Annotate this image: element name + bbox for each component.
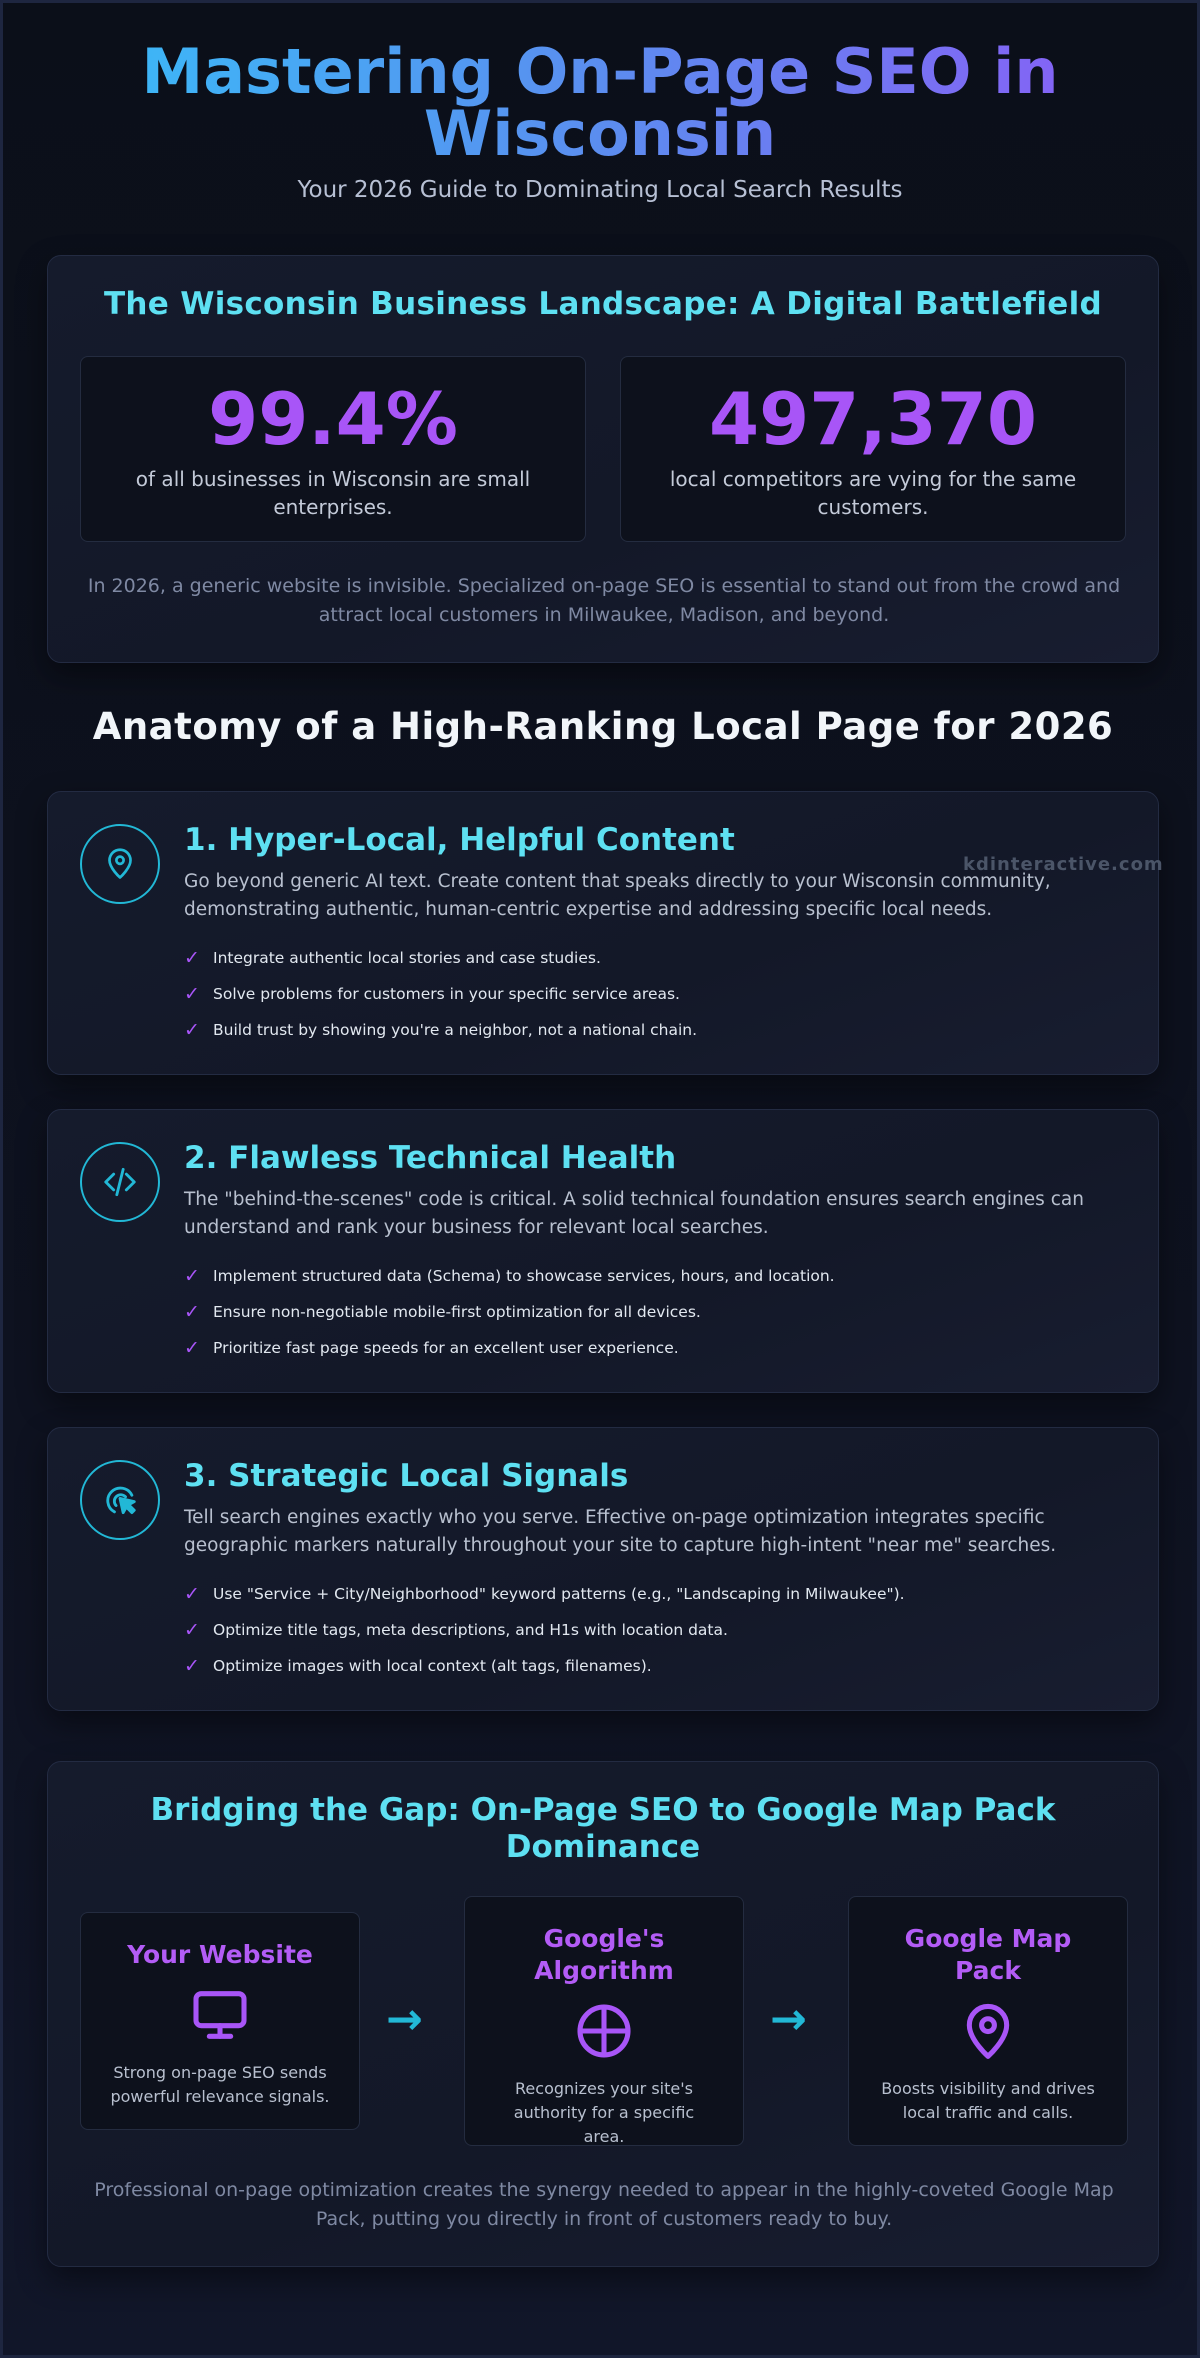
check-icon: ✓ [184, 983, 200, 1005]
check-icon: ✓ [184, 1019, 200, 1041]
pillar-title: 1. Hyper-Local, Helpful Content [184, 822, 735, 858]
pillar-lead: Tell search engines exactly who you serve. Effective on-page optimization integrates specific geographic markers naturally throughout your site to capture high-intent "near me" searches. [184, 1507, 1057, 1556]
checklist-item [184, 940, 1124, 976]
pillar-card-technical [47, 1109, 1159, 1393]
check-icon: ✓ [184, 1265, 200, 1287]
pillar-lead: The "behind-the-scenes" code is critical. A solid technical foundation ensures search engines can understand and rank your business for relevant local searches. [184, 1189, 1084, 1238]
pillar-lead: Go beyond generic AI text. Create content that speaks directly to your Wisconsin community, demonstrating authentic, human-centric expertise and addressing specific local needs. [184, 871, 1051, 920]
checklist-item-text: Implement structured data (Schema) to showcase services, hours, and location. [213, 1267, 835, 1285]
page-title: Mastering On-Page SEO in Wisconsin [50, 41, 1150, 165]
checklist-item [184, 976, 1124, 1012]
checklist-item-text: Prioritize fast page speeds for an excellent user experience. [213, 1339, 679, 1357]
check-icon: ✓ [184, 1655, 200, 1677]
landscape-heading: The Wisconsin Business Landscape: A Digital Battlefield [103, 286, 1103, 322]
checklist-item-text: Use "Service + City/Neighborhood" keyword patterns (e.g., "Landscaping in Milwaukee"). [213, 1585, 905, 1603]
arrow-right-icon: → [770, 1994, 807, 2045]
landscape-note: In 2026, a generic website is invisible. Specialized on-page SEO is essential to stand out from the crowd and attract local customers in Milwaukee, Madison, and beyond. [87, 575, 1121, 626]
monitor-icon [188, 1983, 252, 2047]
stat-value: 497,370 [709, 377, 1037, 461]
stat-value: 99.4% [208, 377, 458, 461]
checklist-item [184, 1576, 1124, 1612]
hero [3, 3, 1197, 203]
landscape-card [47, 255, 1159, 663]
step-title: Google Map Pack [904, 1924, 1072, 1985]
page-subtitle: Your 2026 Guide to Dominating Local Search Results [297, 177, 903, 203]
bridge-heading: Bridging the Gap: On-Page SEO to Google Map Pack Dominance [150, 1792, 1056, 1865]
checklist-item-text: Optimize title tags, meta descriptions, and H1s with location data. [213, 1621, 728, 1639]
checklist-item-text: Ensure non-negotiable mobile-first optimization for all devices. [213, 1303, 701, 1321]
step-description: Boosts visibility and drives local traffic and calls. [881, 2079, 1095, 2122]
stats-row [80, 356, 1128, 542]
flow-step-website [80, 1912, 360, 2130]
map-pin-icon [956, 1999, 1020, 2063]
watermark: kdinteractive.com [963, 854, 1164, 875]
bridge-note: Professional on-page optimization creates the synergy needed to appear in the highly-coveted Google Map Pack, putting you directly in front of customers ready to buy. [94, 2179, 1114, 2230]
code-icon [80, 1142, 160, 1222]
flow-step-algorithm [464, 1896, 744, 2146]
target-pointer-icon [80, 1460, 160, 1540]
check-icon: ✓ [184, 1337, 200, 1359]
step-description: Strong on-page SEO sends powerful relevance signals. [110, 2063, 330, 2106]
pillar-checklist [184, 1258, 1124, 1366]
step-title: Your Website [127, 1940, 313, 1969]
checklist-item [184, 1648, 1124, 1684]
checklist-item-text: Build trust by showing you're a neighbor, not a national chain. [213, 1021, 698, 1039]
check-icon: ✓ [184, 1301, 200, 1323]
checklist-item [184, 1258, 1124, 1294]
stat-description: of all businesses in Wisconsin are small enterprises. [135, 467, 531, 519]
checklist-item [184, 1330, 1124, 1366]
stat-description: local competitors are vying for the same customers. [669, 467, 1077, 519]
stat-small-businesses [80, 356, 586, 542]
pillar-card-signals [47, 1427, 1159, 1711]
flow-diagram [80, 1896, 1128, 2146]
flow-step-map-pack [848, 1896, 1128, 2146]
pillar-title: 3. Strategic Local Signals [184, 1458, 629, 1494]
checklist-item-text: Solve problems for customers in your specific service areas. [213, 985, 680, 1003]
check-icon: ✓ [184, 1619, 200, 1641]
stat-competitors [620, 356, 1126, 542]
checklist-item-text: Optimize images with local context (alt tags, filenames). [213, 1657, 652, 1675]
pillar-checklist [184, 940, 1124, 1048]
pillar-card-content [47, 791, 1159, 1075]
check-icon: ✓ [184, 1583, 200, 1605]
arrow-right-icon: → [386, 1994, 423, 2045]
circle-plus-icon [572, 1999, 636, 2063]
pillar-checklist [184, 1576, 1124, 1684]
checklist-item [184, 1612, 1124, 1648]
checklist-item [184, 1012, 1124, 1048]
check-icon: ✓ [184, 947, 200, 969]
checklist-item-text: Integrate authentic local stories and case studies. [213, 949, 601, 967]
checklist-item [184, 1294, 1124, 1330]
step-title: Google's Algorithm [534, 1924, 674, 1985]
step-description: Recognizes your site's authority for a specific area. [513, 2079, 695, 2146]
bridge-card [47, 1761, 1159, 2267]
map-pin-icon [80, 824, 160, 904]
pillar-title: 2. Flawless Technical Health [184, 1140, 677, 1176]
anatomy-heading: Anatomy of a High-Ranking Local Page for 2026 [92, 705, 1114, 748]
